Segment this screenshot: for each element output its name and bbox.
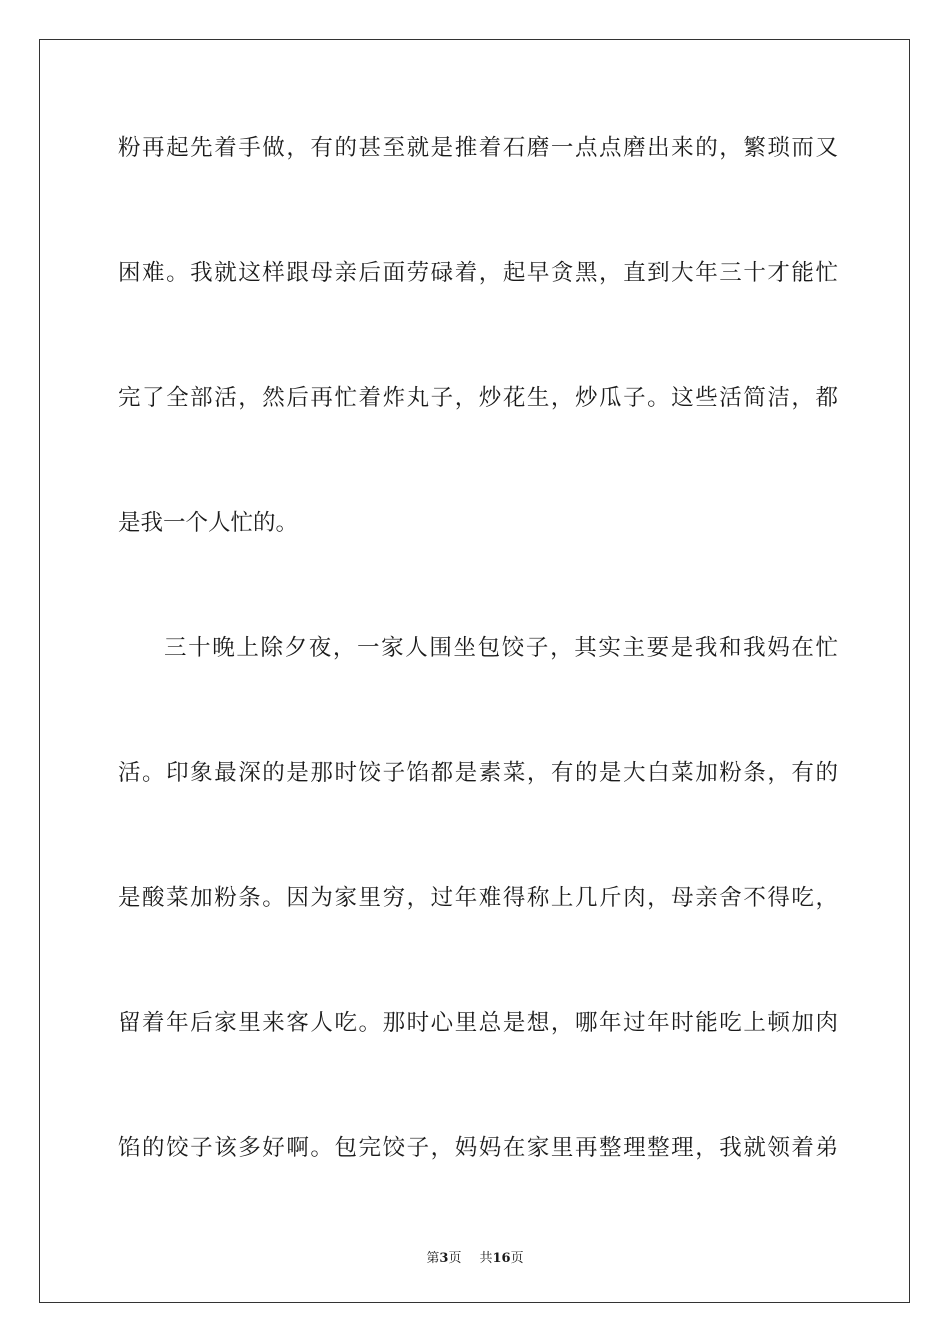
paragraph-line-4: 是我一个人忙的。 — [118, 510, 299, 536]
paragraph-line-2: 困难。我就这样跟母亲后面劳碌着，起早贪黑，直到大年三十才能忙 — [118, 260, 838, 286]
page-border — [39, 39, 910, 1303]
paragraph-line-7: 是酸菜加粉条。因为家里穷，过年难得称上几斤肉，母亲舍不得吃， — [118, 885, 838, 911]
page-footer — [0, 1247, 950, 1266]
total-suffix: 页 — [510, 1251, 524, 1266]
paragraph-line-9: 馅的饺子该多好啊。包完饺子，妈妈在家里再整理整理，我就领着弟 — [118, 1135, 838, 1161]
current-page-number: 3 — [439, 1251, 449, 1266]
page-suffix: 页 — [448, 1251, 462, 1266]
paragraph-line-3: 完了全部活，然后再忙着炸丸子，炒花生，炒瓜子。这些活简洁，都 — [118, 385, 838, 411]
paragraph-line-8: 留着年后家里来客人吃。那时心里总是想，哪年过年时能吃上顿加肉 — [118, 1010, 838, 1036]
page-prefix: 第 — [426, 1251, 440, 1266]
paragraph-line-1: 粉再起先着手做，有的甚至就是推着石磨一点点磨出来的，繁琐而又 — [118, 135, 838, 161]
total-pages-number: 16 — [492, 1251, 511, 1266]
paragraph-line-6: 活。印象最深的是那时饺子馅都是素菜，有的是大白菜加粉条，有的 — [118, 760, 838, 786]
total-prefix: 共 — [479, 1251, 493, 1266]
paragraph-line-5: 三十晚上除夕夜，一家人围坐包饺子，其实主要是我和我妈在忙 — [164, 635, 838, 661]
